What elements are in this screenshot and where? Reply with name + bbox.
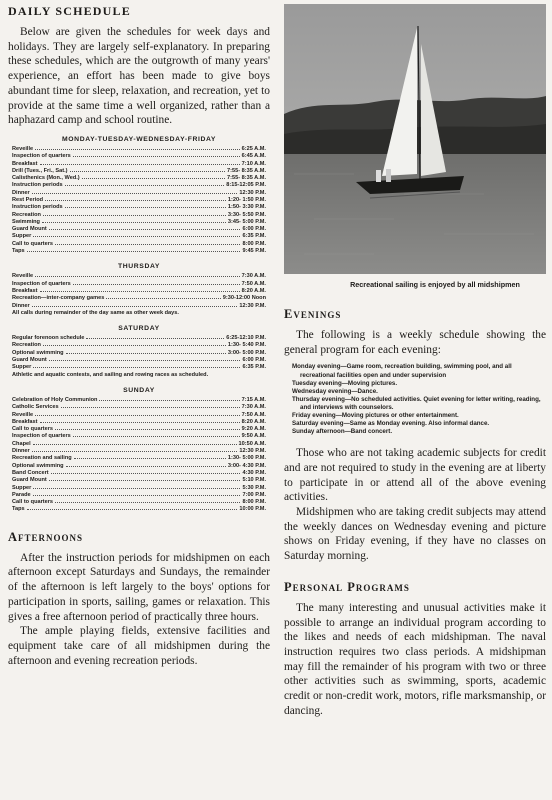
schedule-row (8, 175, 270, 182)
dot-leader (106, 298, 220, 299)
evening-item: Wednesday evening—Dance. (292, 387, 378, 395)
evening-item: Thursday evening—No scheduled activities. Quiet evening for letter writing, reading, and interviews with counselors. (292, 395, 541, 411)
schedule-activity: Dinner (12, 448, 30, 455)
schedule-time: 8:20 A.M. (241, 418, 266, 425)
schedule-activity: Breakfast (12, 287, 38, 294)
schedule-activity: Rest Period (12, 197, 44, 203)
photo-caption: Recreational sailing is enjoyed by all midshipmen (350, 280, 520, 289)
afternoons-paragraph-1: After the instruction periods for midshipmen on each afternoon except Saturdays and Sundays, the remainder of the afternoon is left largely to the boys' options for participation in sports, sailing, games or relaxation. This gives a free afternoon period of practically three hours. (8, 551, 270, 623)
schedule-activity: Drill (Tues., Fri., Sat.) (12, 167, 68, 174)
dot-leader (33, 444, 237, 445)
dot-leader (73, 156, 240, 157)
schedule-activity: Recreation (12, 211, 41, 218)
weekday-schedule-title: MONDAY-TUESDAY-WEDNESDAY-FRIDAY (62, 135, 216, 143)
evening-item: Friday evening—Moving pictures or other entertainment. (292, 411, 459, 419)
schedule-activity: Reveille (12, 411, 34, 418)
schedule-time: 1:30- 5:00 P.M. (227, 455, 266, 462)
schedule-activity: Call to quarters (12, 499, 54, 506)
schedule-activity: Guard Mount (12, 477, 47, 484)
schedule-row (8, 273, 270, 280)
schedule-time: 6:25-12:10 P.M. (226, 335, 266, 342)
daily-schedule-title: DAILY SCHEDULE (8, 4, 131, 18)
schedule-row (8, 281, 270, 288)
schedule-activity: Swimming (12, 218, 40, 225)
schedule-time: 6:35 P.M. (242, 233, 266, 240)
schedule-row (8, 204, 270, 211)
schedule-row (8, 404, 270, 411)
schedule-time: 7:55- 8:35 A.M. (227, 175, 266, 182)
schedule-activity: Taps (12, 506, 25, 513)
dot-leader (32, 306, 238, 307)
schedule-activity: Inspection of quarters (12, 433, 71, 440)
schedule-time: 7:55- 8:35 A.M. (227, 167, 266, 174)
schedule-time: 7:15 A.M. (241, 396, 266, 403)
schedule-activity: Band Concert (12, 469, 49, 476)
schedule-activity: Reveille (12, 273, 34, 280)
dot-leader (73, 436, 240, 437)
sunday-rows (8, 397, 270, 514)
thursday-rows (8, 273, 270, 309)
schedule-time: 6:45 A.M. (241, 153, 266, 160)
schedule-row (8, 295, 270, 302)
schedule-time: 7:10 A.M. (241, 160, 266, 167)
dot-leader (49, 480, 241, 481)
dot-leader (65, 185, 225, 186)
schedule-row (8, 455, 270, 462)
schedule-row (8, 412, 270, 419)
schedule-activity: Supper (12, 484, 32, 491)
schedule-row (8, 219, 270, 226)
schedule-time: 12:30 P.M. (239, 189, 266, 196)
schedule-time: 8:20 A.M. (241, 287, 266, 294)
sailboat-image (284, 4, 546, 274)
dot-leader (70, 171, 226, 172)
schedule-activity: Taps (12, 248, 25, 255)
evenings-title: Evenings (284, 307, 342, 321)
schedule-time: 7:30 A.M. (241, 273, 266, 280)
saturday-schedule-title: SATURDAY (118, 325, 160, 333)
schedule-row (8, 426, 270, 433)
schedule-activity: Instruction periods (12, 182, 63, 189)
schedule-activity: Supper (12, 233, 32, 240)
schedule-row (8, 441, 270, 448)
schedule-activity: Parade (12, 491, 31, 498)
afternoons-paragraph-2: The ample playing fields, extensive facilities and equipment take care of all midshipmen during the afternoon and evening recreation periods. (8, 625, 270, 667)
schedule-activity: Call to quarters (12, 240, 54, 247)
schedule-row (8, 248, 270, 255)
schedule-row (8, 485, 270, 492)
left-column (8, 4, 270, 668)
schedule-row (8, 470, 270, 477)
weekday-rows (8, 146, 270, 255)
dot-leader (49, 229, 241, 230)
schedule-time: 6:25 A.M. (241, 145, 266, 152)
schedule-row (8, 463, 270, 470)
dot-leader (35, 276, 239, 277)
schedule-time: 6:35 P.M. (242, 364, 266, 371)
schedule-row (8, 433, 270, 440)
schedule-time: 3:30- 5:50 P.M. (227, 211, 266, 218)
dot-leader (51, 473, 241, 474)
schedule-activity: Dinner (12, 189, 30, 196)
personal-programs-title: Personal Programs (284, 579, 410, 594)
schedule-row (8, 146, 270, 153)
schedule-activity: Catholic Services (12, 404, 59, 411)
schedule-activity: Reveille (12, 145, 34, 152)
schedule-activity: Breakfast (12, 418, 38, 425)
schedule-row (8, 492, 270, 499)
schedule-activity: Instruction periods (12, 204, 63, 211)
schedule-activity: Recreation and sailing (12, 455, 72, 462)
schedule-time: 7:50 A.M. (241, 411, 266, 418)
dot-leader (32, 451, 238, 452)
schedule-activity: Chapel (12, 440, 31, 447)
dot-leader (45, 200, 226, 201)
dot-leader (33, 495, 241, 496)
dot-leader (40, 422, 240, 423)
schedule-time: 8:00 P.M. (242, 499, 266, 506)
schedule-time: 1:20- 1:50 P.M. (227, 197, 266, 203)
dot-leader (99, 400, 239, 401)
schedule-time: 9:50 A.M. (241, 433, 266, 440)
schedule-activity: Optional swimming (12, 349, 64, 356)
dot-leader (65, 207, 226, 208)
schedule-activity: Supper (12, 364, 32, 371)
dot-leader (61, 407, 240, 408)
schedule-time: 5:30 P.M. (242, 484, 266, 491)
schedule-time: 3:00- 4:30 P.M. (227, 462, 266, 469)
dot-leader (49, 360, 241, 361)
thursday-schedule (8, 263, 270, 317)
dot-leader (33, 488, 240, 489)
schedule-time: 1:50- 3:30 P.M. (227, 204, 266, 211)
dot-leader (42, 222, 226, 223)
schedule-row (8, 182, 270, 189)
evenings-intro: The following is a weekly schedule showing the general program for each evening: (284, 329, 546, 356)
dot-leader (40, 291, 240, 292)
evenings-paragraph-2: Midshipmen who are taking credit subjects may attend the weekly dances on Wednesday evening and picture shows on Friday evening, if they have no classes on Saturday morning. (284, 506, 546, 563)
schedule-time: 4:30 P.M. (242, 469, 266, 476)
schedule-activity: Guard Mount (12, 357, 47, 364)
schedule-time: 6:00 P.M. (242, 357, 266, 364)
schedule-activity: Call to quarters (12, 426, 54, 433)
schedule-row (8, 288, 270, 295)
saturday-schedule (8, 325, 270, 379)
right-column (284, 4, 546, 719)
schedule-row (8, 153, 270, 160)
saturday-note: Athletic and aquatic contests, and sailing and rowing races as scheduled. (12, 371, 209, 378)
dot-leader (55, 429, 240, 430)
schedule-row (8, 190, 270, 197)
evening-item: Saturday evening—Same as Monday evening. Also informal dance. (292, 420, 490, 428)
schedule-time: 9:30-12:00 Noon (222, 295, 266, 302)
daily-schedule-intro: Below are given the schedules for week days and holidays. They are largely self-explanatory. In preparing these schedules, which are the outgrowth of many years' experience, an effort has been made to give boys abundant time for sleep, relaxation, and recreation, yet to provide at the same time a well organized, rather than a haphazard camp and school routine. (8, 26, 270, 127)
schedule-row (8, 212, 270, 219)
evening-item: Sunday afternoon—Band concert. (292, 428, 393, 436)
schedule-row (8, 335, 270, 342)
afternoons-title: Afternoons (8, 529, 84, 544)
sunday-schedule (8, 387, 270, 514)
dot-leader (32, 193, 238, 194)
dot-leader (86, 338, 224, 339)
schedule-row (8, 303, 270, 310)
saturday-rows (8, 335, 270, 371)
schedule-time: 7:50 A.M. (241, 280, 266, 287)
schedule-row (8, 397, 270, 404)
dot-leader (66, 466, 226, 467)
schedule-row (8, 499, 270, 506)
schedule-activity: Optional swimming (12, 462, 64, 469)
dot-leader (27, 509, 238, 510)
weekday-schedule (8, 136, 270, 255)
schedule-time: 3:00- 5:00 P.M. (227, 349, 266, 356)
schedule-row (8, 477, 270, 484)
dot-leader (33, 236, 240, 237)
schedule-activity: Recreation (12, 342, 41, 349)
schedule-activity: Breakfast (12, 160, 38, 167)
schedule-row (8, 419, 270, 426)
dot-leader (66, 353, 226, 354)
thursday-note: All calls during remainder of the day same as other week days. (12, 309, 179, 316)
schedule-time: 6:00 P.M. (242, 226, 266, 233)
evenings-paragraph-1: Those who are not taking academic subjects for credit and are not required to study in the evening are at liberty to participate in or attend all of the above evening activities. (284, 447, 546, 504)
schedule-time: 5:10 P.M. (242, 477, 266, 484)
schedule-row (8, 226, 270, 233)
schedule-activity: Celebration of Holy Communion (12, 396, 98, 403)
dot-leader (33, 367, 240, 368)
dot-leader (27, 251, 241, 252)
sailboat-photo (284, 4, 546, 274)
schedule-activity: Regular forenoon schedule (12, 335, 85, 342)
dot-leader (74, 458, 226, 459)
schedule-time: 7:00 P.M. (242, 491, 266, 498)
dot-leader (40, 164, 240, 165)
schedule-row (8, 364, 270, 371)
schedule-time: 9:45 P.M. (242, 248, 266, 255)
schedule-activity: Inspection of quarters (12, 153, 71, 160)
dot-leader (55, 502, 240, 503)
schedule-activity: Inspection of quarters (12, 280, 71, 287)
personal-programs-paragraph: The many interesting and unusual activities make it possible to arrange an individual program according to the likes and needs of each midshipman. The naval instruction requires two class periods. A midshipman may fill the remainder of his program with two or three other activities such as swimming, sports, academic credit or non-credit work, motors, rifle marksmanship, or dancing. (284, 601, 546, 717)
schedule-activity: Dinner (12, 302, 30, 309)
thursday-schedule-title: THURSDAY (118, 263, 160, 271)
schedule-row (8, 233, 270, 240)
schedule-activity: Guard Mount (12, 226, 47, 233)
schedule-row (8, 350, 270, 357)
schedule-row (8, 357, 270, 364)
schedule-time: 12:30 P.M. (239, 448, 266, 455)
evening-item: Tuesday evening—Moving pictures. (292, 379, 398, 387)
schedule-time: 10:50 A.M. (238, 440, 266, 447)
schedule-row (8, 161, 270, 168)
dot-leader (35, 149, 239, 150)
dot-leader (35, 415, 239, 416)
schedule-time: 12:30 P.M. (239, 302, 266, 309)
schedule-row (8, 197, 270, 204)
schedule-activity: Calisthenics (Mon., Wed.) (12, 175, 80, 182)
dot-leader (43, 345, 226, 346)
dot-leader (43, 215, 226, 216)
schedule-time: 8:00 P.M. (242, 240, 266, 247)
schedule-time: 1:30- 5:40 P.M. (227, 342, 266, 349)
schedule-row (8, 506, 270, 513)
schedule-row (8, 241, 270, 248)
evenings-list (284, 363, 546, 436)
dot-leader (82, 178, 225, 179)
schedule-time: 9:20 A.M. (241, 426, 266, 433)
schedule-time: 8:15-12:05 P.M. (226, 182, 266, 189)
evening-item: Monday evening—Game room, recreation building, swimming pool, and all recreational facilities open and under supervision (292, 363, 512, 379)
schedule-row (8, 448, 270, 455)
sunday-schedule-title: SUNDAY (123, 386, 155, 394)
dot-leader (55, 244, 240, 245)
schedule-row (8, 168, 270, 175)
schedule-activity: Recreation—inter-company games (12, 295, 105, 302)
schedule-time: 10:00 P.M. (239, 506, 266, 513)
schedule-time: 3:45- 5:00 P.M. (227, 218, 266, 225)
schedule-time: 7:30 A.M. (241, 404, 266, 411)
dot-leader (73, 284, 240, 285)
schedule-row (8, 342, 270, 349)
